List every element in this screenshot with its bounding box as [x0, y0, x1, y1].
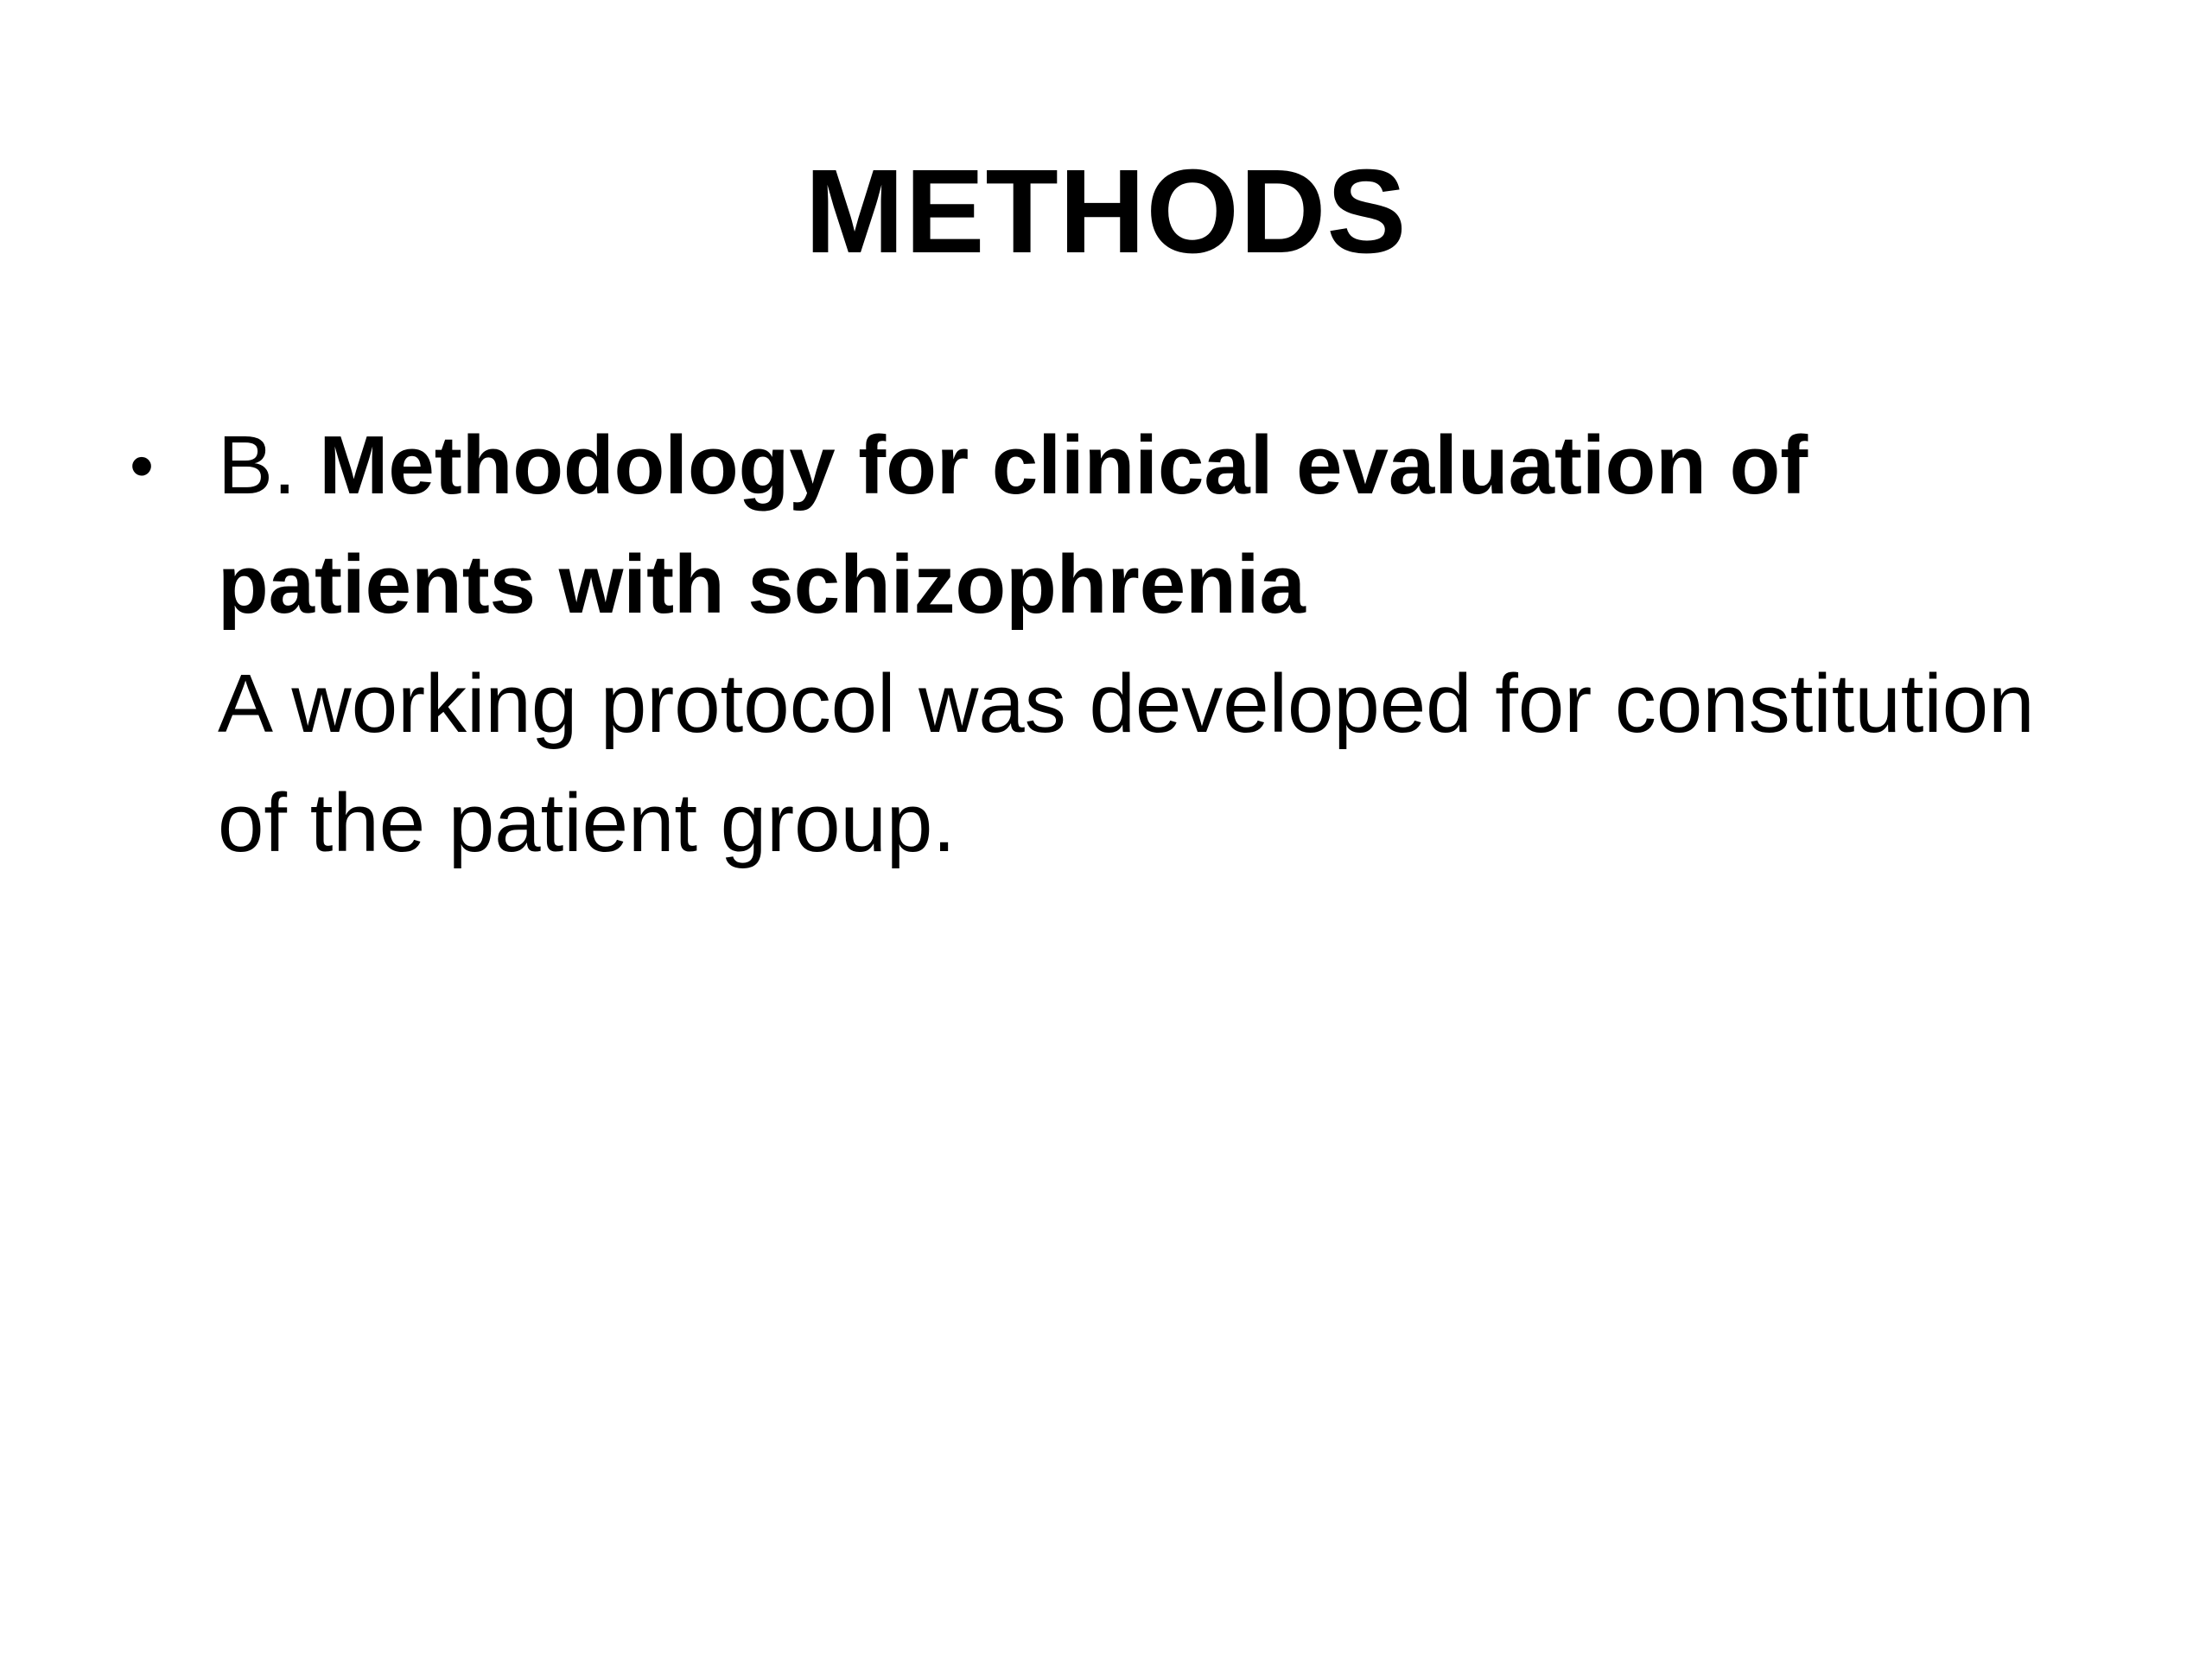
bullet-heading: Methodology for clinical evaluation of patients with schizophrenia [218, 419, 1808, 631]
bullet-prefix: B. [218, 419, 320, 512]
bullet-list [130, 406, 2074, 883]
slide-title: METHODS [804, 145, 1408, 278]
bullet-body-text: A working protocol was developed for constitution of the patient group. [218, 658, 2035, 869]
bullet-item [130, 406, 2074, 883]
bullet-marker: • [130, 427, 155, 504]
